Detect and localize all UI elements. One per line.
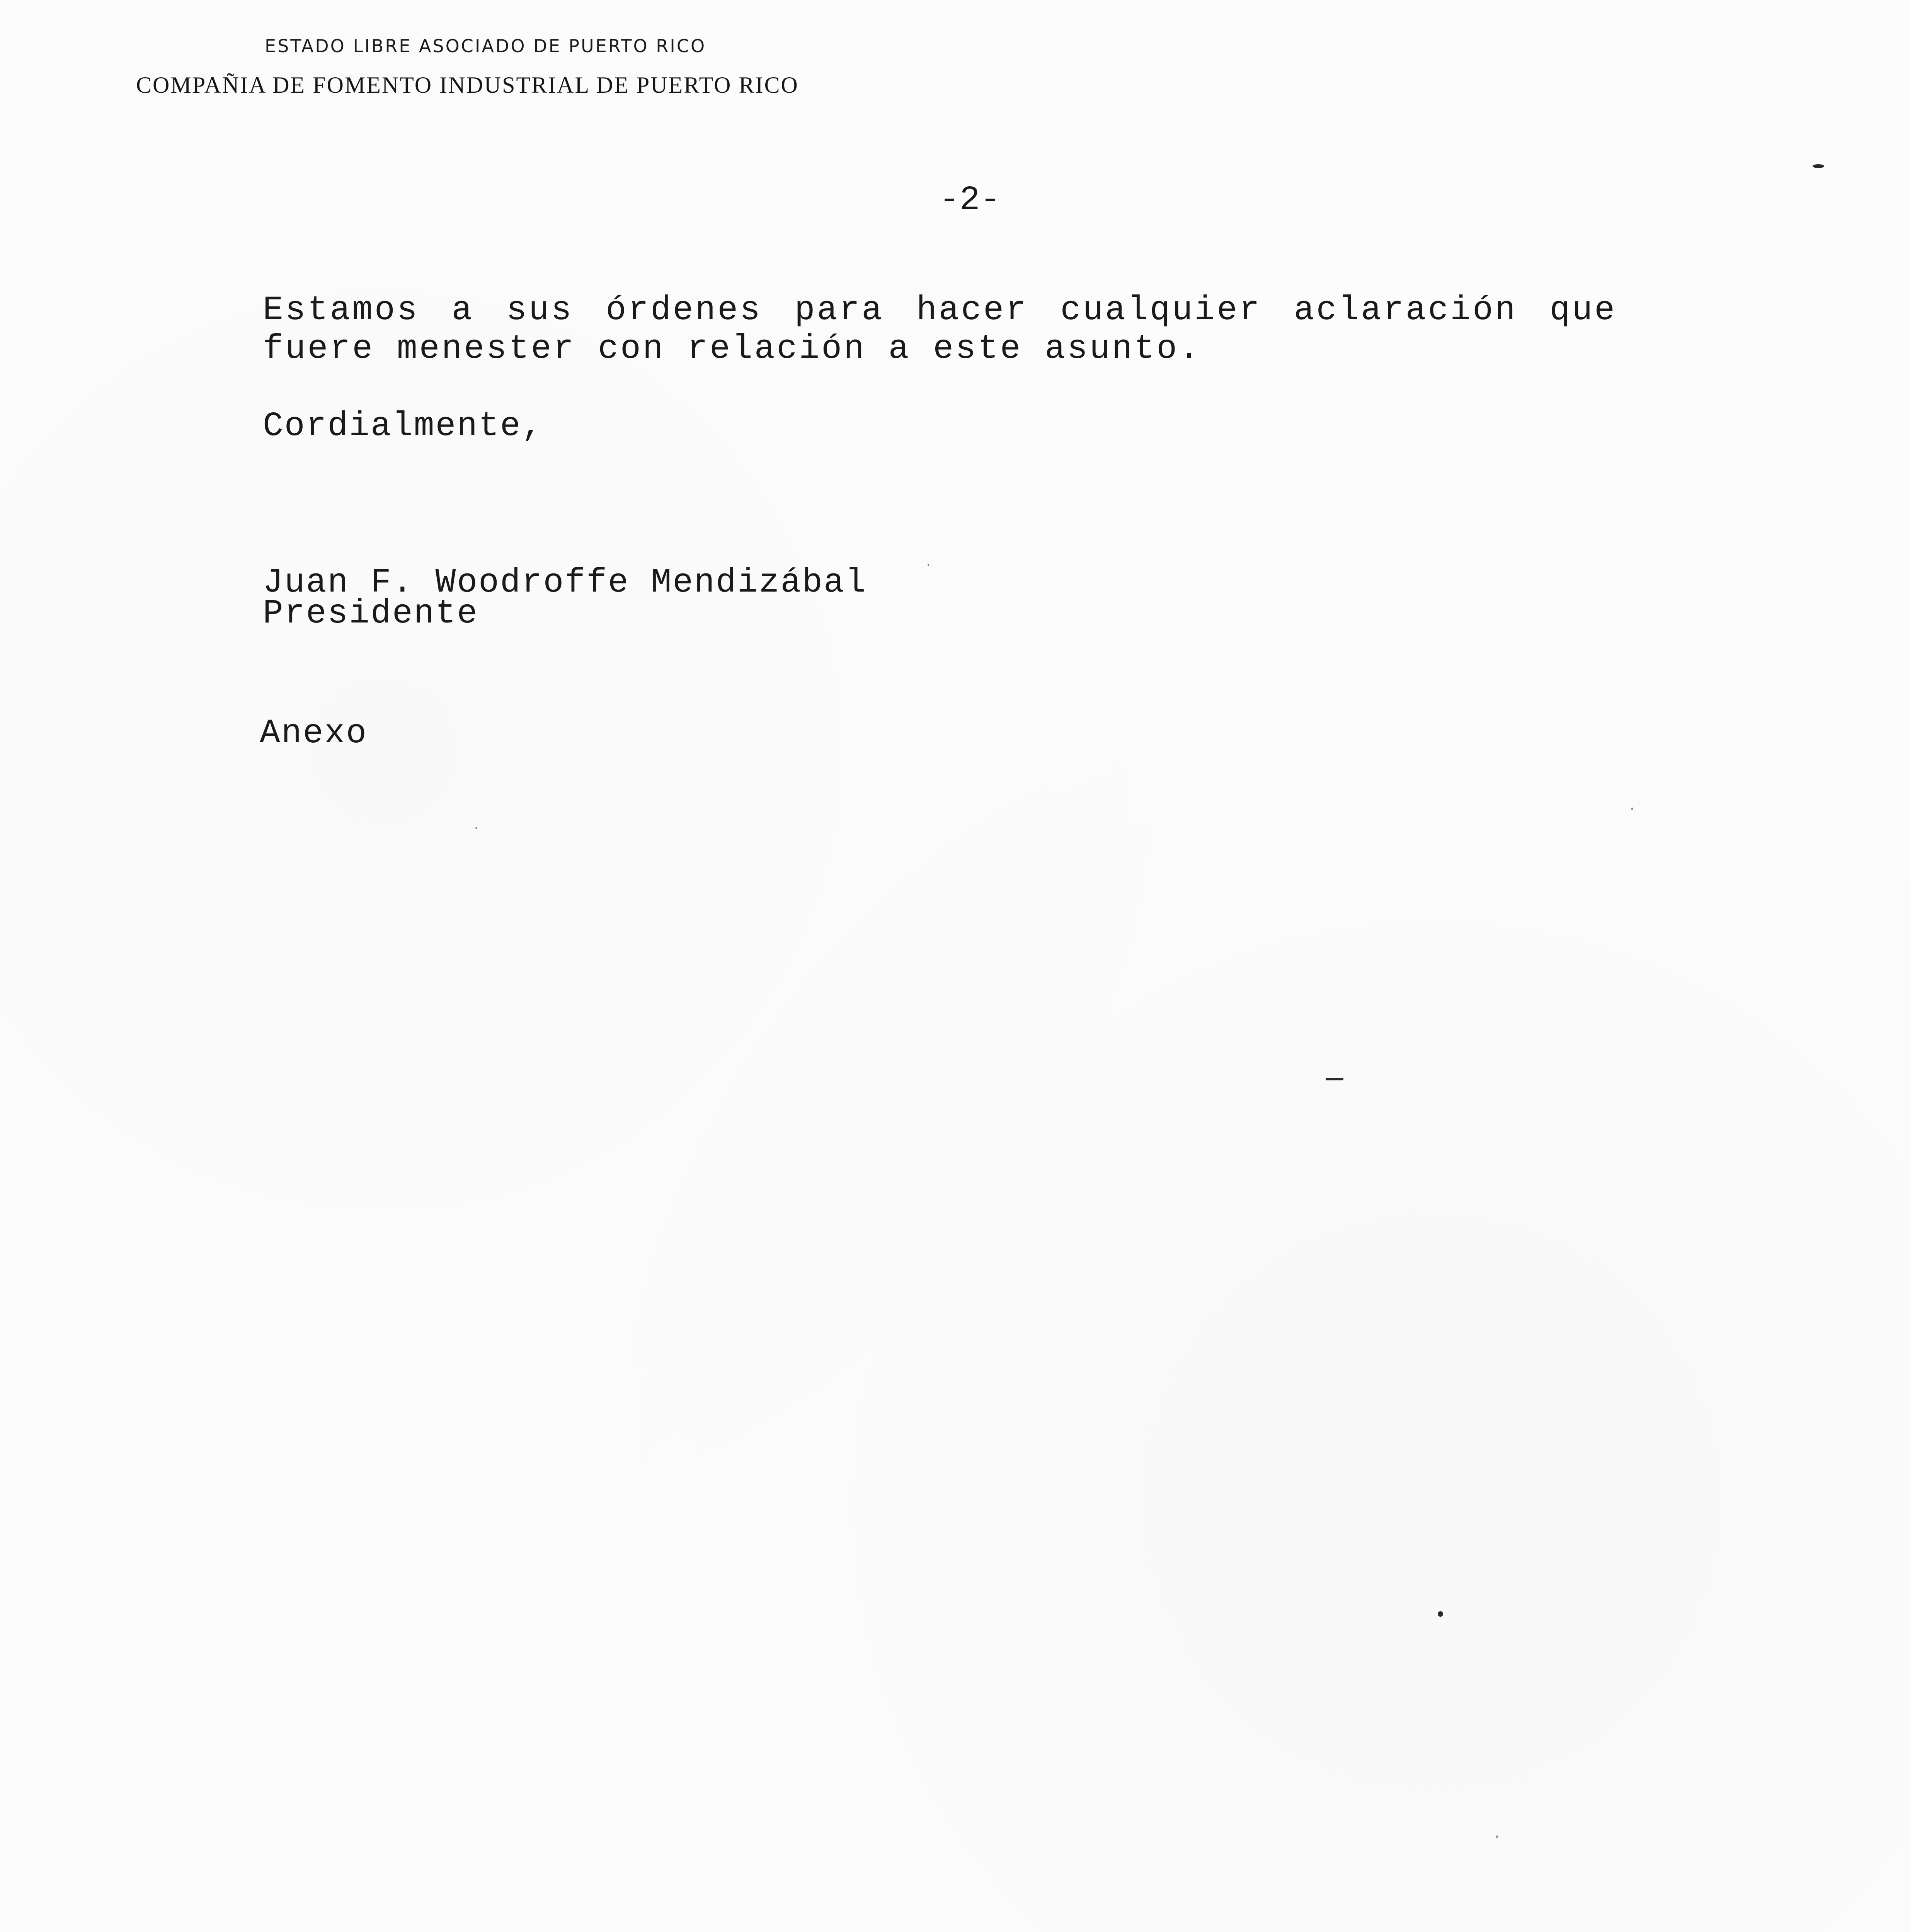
closing-salutation: Cordialmente, bbox=[263, 407, 543, 446]
paper-speck bbox=[928, 564, 929, 566]
paper-speck bbox=[1631, 808, 1633, 810]
letterhead-company: COMPAÑIA DE FOMENTO INDUSTRIAL DE PUERTO RICO bbox=[136, 72, 799, 98]
enclosure-note: Anexo bbox=[260, 714, 368, 753]
paper-speck bbox=[475, 827, 477, 829]
letterhead-government: ESTADO LIBRE ASOCIADO DE PUERTO RICO bbox=[265, 36, 706, 56]
page-number: -2- bbox=[939, 181, 1001, 219]
paper-speck bbox=[1813, 164, 1824, 168]
paper-speck bbox=[1326, 1078, 1343, 1080]
body-text-line: fuere menester con relación a este asunto. bbox=[263, 330, 1201, 368]
body-text-line: Estamos a sus órdenes para hacer cualquier aclaración que bbox=[263, 291, 1617, 330]
signer-name: Juan F. Woodroffe Mendizábal bbox=[263, 564, 867, 602]
signer-title: Presidente bbox=[263, 595, 479, 633]
paper-speck bbox=[1438, 1611, 1443, 1617]
paper-speck bbox=[1496, 1835, 1498, 1838]
